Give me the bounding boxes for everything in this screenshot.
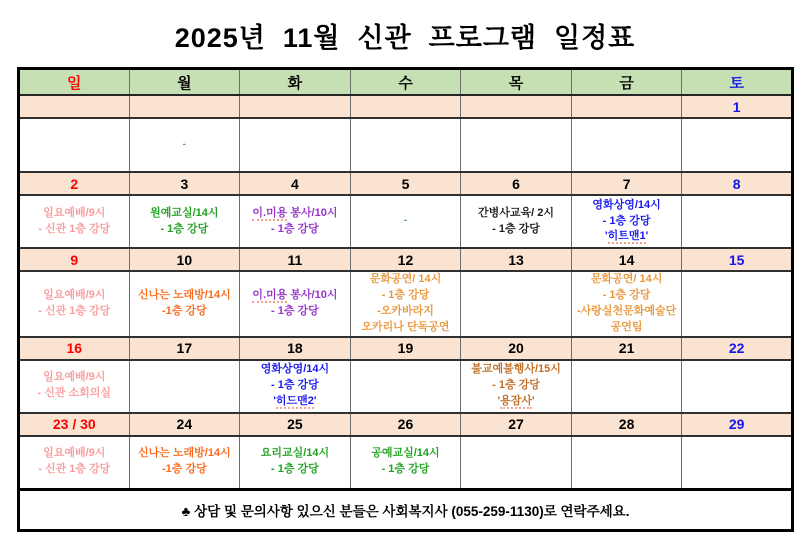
footer-note: ♣ 상담 및 문의사항 있으신 분들은 사회복지사 (055-259-1130)로 연락주세요. (19, 489, 793, 530)
event-cell (129, 436, 240, 490)
event-cell (682, 195, 793, 248)
date-cell: 19 (350, 337, 461, 360)
event-text-line: - 신관 1층 강당 (38, 304, 111, 317)
event-text-line: 영화상영/14시 (592, 198, 661, 211)
event-cell (240, 360, 351, 413)
event-text-line: 일요예배/9시 (43, 206, 106, 219)
event-text-line: - 1층 강당 (381, 463, 430, 476)
event-text-line: - 1층 강당 (492, 222, 540, 235)
event-text-line: 영화상영/14시 (260, 363, 330, 376)
date-cell: 27 (461, 413, 572, 436)
event-text-line: 공예교실/14시 (371, 447, 440, 460)
date-cell: 7 (571, 172, 682, 195)
event-text-line: - 1층 강당 (160, 222, 209, 235)
date-cell (129, 95, 240, 118)
date-cell: 20 (461, 337, 572, 360)
event-cell (129, 118, 240, 172)
date-cell: 4 (240, 172, 351, 195)
page-title: 2025년 11월 신관 프로그램 일정표 (174, 23, 636, 53)
date-cell: 12 (350, 248, 461, 271)
date-cell: 10 (129, 248, 240, 271)
date-cell: 16 (19, 337, 130, 360)
event-cell (571, 271, 682, 337)
date-cell: 18 (240, 337, 351, 360)
event-text-line: 공연팀 (610, 320, 643, 333)
event-text-line: '용잠사' (497, 395, 535, 408)
date-row (19, 95, 793, 118)
event-cell (240, 195, 351, 248)
event-text-line: 간병사교육/ 2시 (478, 206, 555, 219)
event-cell (682, 118, 793, 172)
event-text-line: - 신관 소회의실 (37, 387, 112, 400)
event-text-line: 신나는 노래방/14시 (137, 288, 231, 301)
event-cell (682, 360, 793, 413)
calendar-body (19, 95, 793, 489)
date-cell (240, 95, 351, 118)
date-cell: 11 (240, 248, 351, 271)
date-cell: 26 (350, 413, 461, 436)
date-cell (19, 95, 130, 118)
event-text-line: 이.미용 봉사/10시 (252, 288, 338, 301)
day-header-cell: 월 (129, 69, 240, 96)
event-cell (129, 271, 240, 337)
event-cell (571, 436, 682, 490)
event-row (19, 436, 793, 490)
date-row (19, 337, 793, 360)
event-text-line: 요리교실/14시 (260, 447, 330, 460)
date-row (19, 413, 793, 436)
event-text-line: 불교예불행사/15시 (471, 363, 561, 376)
day-header-cell: 화 (240, 69, 351, 96)
day-header-cell: 일 (19, 69, 130, 96)
spellcheck-underlined-text: 이.미용 (252, 206, 288, 219)
date-cell: 28 (571, 413, 682, 436)
event-cell (129, 360, 240, 413)
date-cell: 29 (682, 413, 793, 436)
event-text-line: 오카리나 단독공연 (361, 320, 450, 333)
event-text-line: '히트맨1' (604, 230, 649, 243)
date-cell: 23 / 30 (19, 413, 130, 436)
footer-row (19, 489, 793, 530)
event-cell (19, 271, 130, 337)
spellcheck-underlined-text: 히트맨1 (607, 230, 646, 243)
event-cell (350, 436, 461, 490)
event-row (19, 118, 793, 172)
event-text-line: - (182, 138, 187, 150)
date-cell: 17 (129, 337, 240, 360)
event-text-line: - 1층 강당 (271, 222, 319, 235)
date-cell (571, 95, 682, 118)
date-cell (350, 95, 461, 118)
event-text-line: 문화공연/ 14시 (590, 273, 663, 285)
event-text-line: -오카바라지 (377, 304, 434, 317)
event-text-line: 원예교실/14시 (150, 206, 219, 219)
event-text-line: - 신관 1층 강당 (38, 463, 111, 476)
event-text-line: - 1층 강당 (381, 288, 430, 301)
date-row (19, 248, 793, 271)
date-cell: 9 (19, 248, 130, 271)
event-text-line: - 1층 강당 (271, 304, 319, 317)
date-cell: 3 (129, 172, 240, 195)
event-cell (350, 360, 461, 413)
event-cell (19, 436, 130, 490)
event-text-line: 일요예배/9시 (43, 371, 106, 384)
event-cell (682, 271, 793, 337)
event-text-line: -사랑실천문화예술단 (576, 304, 677, 317)
event-text-line: - 1층 강당 (271, 463, 319, 476)
event-text-line: 이.미용 봉사/10시 (252, 206, 338, 219)
event-cell (461, 360, 572, 413)
event-cell (19, 360, 130, 413)
event-text-line: 신나는 노래방/14시 (137, 447, 231, 460)
event-text-line: - 1층 강당 (602, 214, 651, 227)
event-text-line: 일요예배/9시 (43, 447, 106, 460)
event-text-line: -1층 강당 (161, 463, 207, 476)
event-row (19, 360, 793, 413)
date-cell: 6 (461, 172, 572, 195)
event-row (19, 271, 793, 337)
day-header-cell: 토 (682, 69, 793, 96)
date-cell: 21 (571, 337, 682, 360)
event-text-line: - 1층 강당 (602, 288, 651, 301)
date-cell: 2 (19, 172, 130, 195)
spellcheck-underlined-text: 이.미용 (252, 288, 288, 301)
event-row (19, 195, 793, 248)
event-text-line: '히드맨2' (273, 395, 317, 408)
event-text-line: - 1층 강당 (492, 379, 540, 392)
date-cell: 5 (350, 172, 461, 195)
date-row (19, 172, 793, 195)
event-text-line: - 1층 강당 (271, 379, 319, 392)
date-cell: 1 (682, 95, 793, 118)
event-cell (461, 436, 572, 490)
event-cell (571, 360, 682, 413)
event-cell (461, 271, 572, 337)
event-cell (240, 436, 351, 490)
event-text-line: 일요예배/9시 (43, 288, 106, 301)
event-cell (571, 118, 682, 172)
event-cell (240, 118, 351, 172)
event-text-line: - (403, 215, 408, 227)
spellcheck-underlined-text: 히드맨2 (275, 395, 314, 408)
event-cell (461, 195, 572, 248)
event-cell (350, 271, 461, 337)
event-cell (461, 118, 572, 172)
date-cell (461, 95, 572, 118)
event-cell (350, 195, 461, 248)
date-cell: 13 (461, 248, 572, 271)
event-cell (682, 436, 793, 490)
event-cell (19, 195, 130, 248)
event-cell (129, 195, 240, 248)
date-cell: 25 (240, 413, 351, 436)
date-cell: 24 (129, 413, 240, 436)
day-header-cell: 목 (461, 69, 572, 96)
day-header-cell: 수 (350, 69, 461, 96)
event-cell (350, 118, 461, 172)
spellcheck-underlined-text: 용잠사 (500, 395, 532, 408)
event-text-line: 문화공연/ 14시 (369, 273, 442, 285)
event-cell (240, 271, 351, 337)
event-cell (19, 118, 130, 172)
date-cell: 8 (682, 172, 793, 195)
event-cell (571, 195, 682, 248)
event-text-line: - 신관 1층 강당 (38, 222, 111, 235)
date-cell: 22 (682, 337, 793, 360)
day-header-cell: 금 (571, 69, 682, 96)
day-header-row (19, 69, 793, 96)
date-cell: 15 (682, 248, 793, 271)
event-text-line: -1층 강당 (161, 304, 207, 317)
calendar-table (17, 67, 794, 532)
date-cell: 14 (571, 248, 682, 271)
